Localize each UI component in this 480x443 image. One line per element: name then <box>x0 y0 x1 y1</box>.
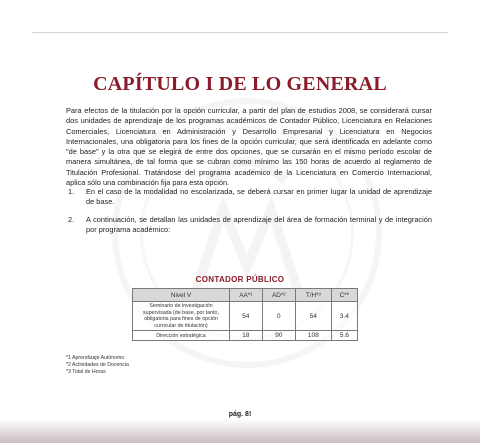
footnote: *1 Aprendizaje Autónomo <box>66 355 125 361</box>
list-item-text: En el caso de la modalidad no escolarizada, se deberá cursar en primer lugar la unidad de aprendizaje de base. <box>86 187 432 207</box>
header-aa: AA*¹ <box>230 289 263 302</box>
table-cell: 0 <box>262 302 295 331</box>
list-item <box>66 215 432 236</box>
table-row <box>133 331 358 341</box>
intro-paragraph: Para efectos de la titulación por la opción curricular, a partir del plan de estudios 2008, se considerará cursar dos unidades de aprendizaje de los programas académicos de Contador Público, Licenciatura en Relaciones Comerciales, Licenciatura en Administración y Desarrollo Empresarial y Licenciatura en Negocios Internacionales, una obligatoria para los fines de la opción curricular, que será identificada en adelante como "de base" y la otra que se elegirá de entre dos opciones, que se cursarán en el mismo período escolar de manera simultánea, de tal forma que se cubran como mínimo las 150 horas de acuerdo al reglamento de Titulación Profesional. Tratándose del programa académico de la Licenciatura en Comercio Internacional, aplica sólo una combinación fija para esta opción. <box>66 106 432 188</box>
footnote: *2 Actividades de Docencia <box>66 362 129 369</box>
footnote: *3 Total de Horas <box>66 369 106 376</box>
list-item <box>66 187 432 208</box>
table-cell: 5.6 <box>331 331 357 341</box>
header-nivel: Nivel V <box>133 289 230 302</box>
header-ad: AD*² <box>262 289 295 302</box>
table-cell: Dirección estratégica <box>133 331 230 341</box>
list-item-text: A continuación, se detallan las unidades de aprendizaje del área de formación terminal y de integración por programa académico: <box>86 214 432 234</box>
chapter-title: CAPÍTULO I DE LO GENERAL <box>93 73 387 95</box>
footnotes <box>66 355 129 377</box>
table-title: CONTADOR PÚBLICO <box>195 275 285 284</box>
table-cell: Seminario de investigación supervisada (de base, por tanto, obligatoria para fines de opción curricular de titulación) <box>133 302 230 331</box>
list-item-number: 2. <box>68 214 75 224</box>
units-table <box>132 288 358 341</box>
table-cell: 3.4 <box>331 302 357 331</box>
table-cell: 90 <box>262 331 295 341</box>
header-c: C** <box>331 289 357 302</box>
table-cell: 18 <box>230 331 263 341</box>
table-row <box>133 302 358 331</box>
header-rule <box>32 32 448 33</box>
table-cell: 54 <box>230 302 263 331</box>
header-th: T/H*³ <box>295 289 331 302</box>
table-cell: 54 <box>295 302 331 331</box>
table-header-row <box>133 289 358 302</box>
table-cell: 108 <box>295 331 331 341</box>
page-number: pág. 8! <box>228 411 252 418</box>
list-item-number: 1. <box>68 187 75 196</box>
numbered-list <box>66 187 432 242</box>
footer-band <box>0 419 480 443</box>
